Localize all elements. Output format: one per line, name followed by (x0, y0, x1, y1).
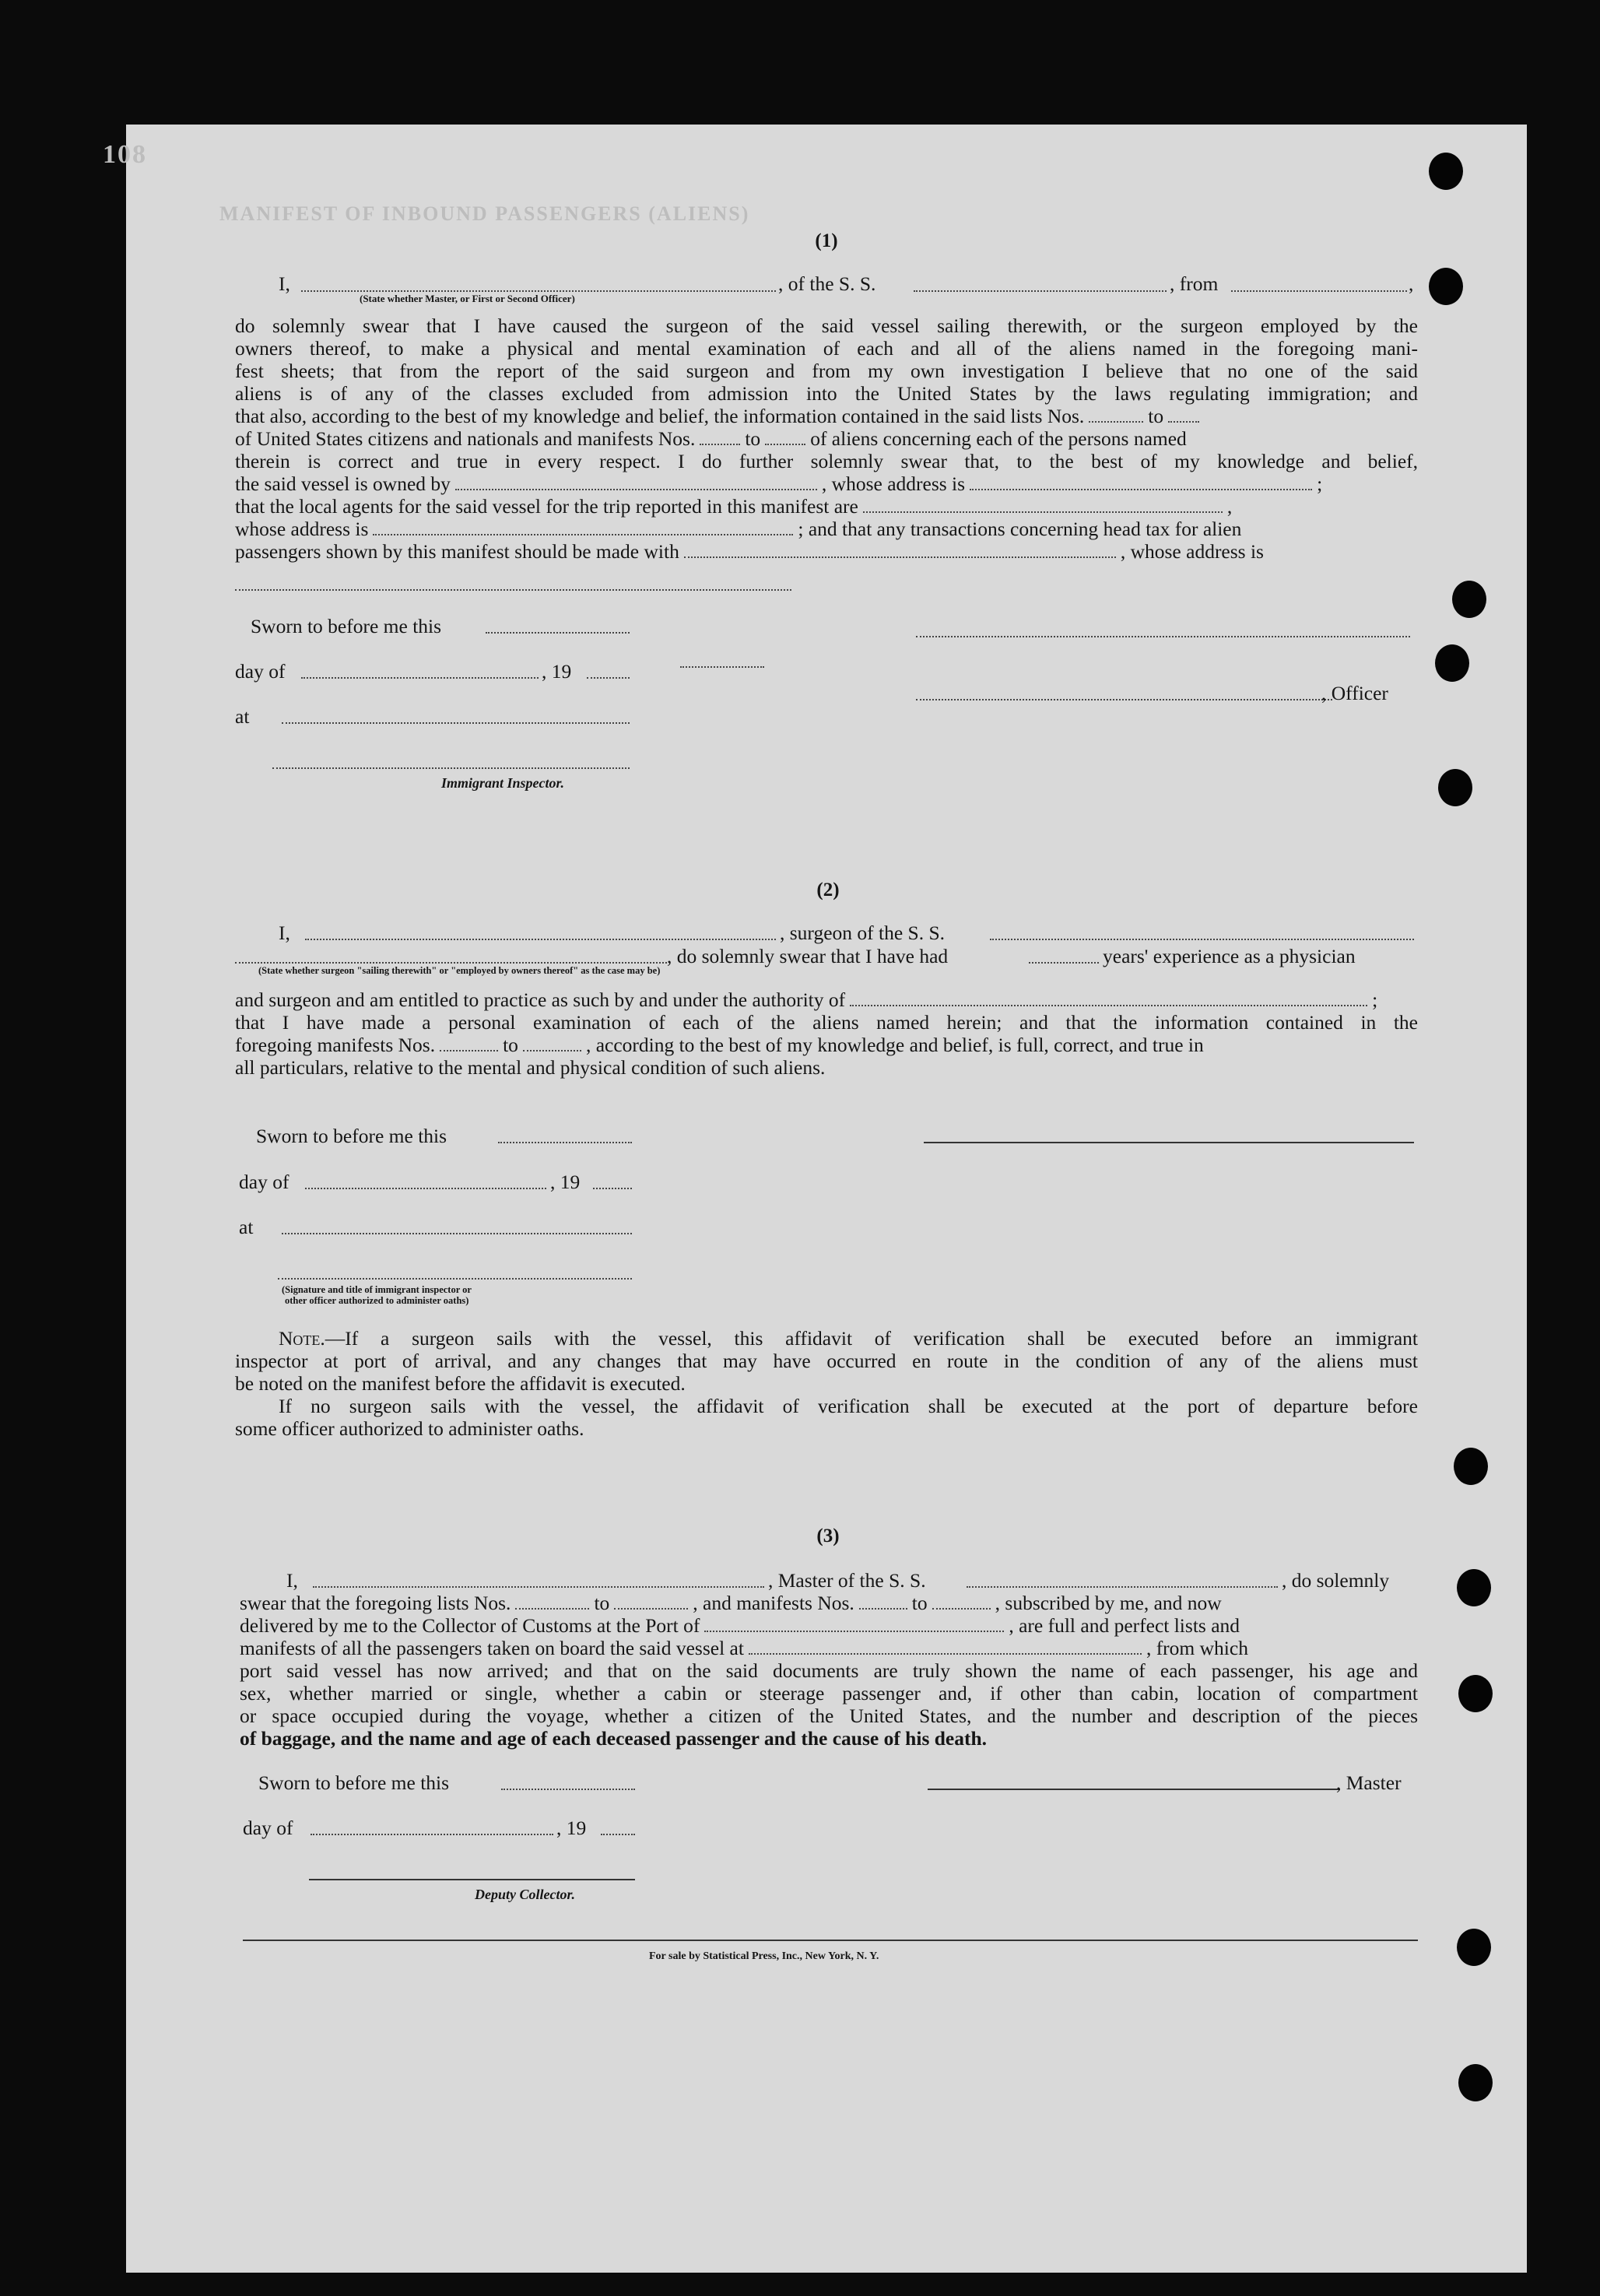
s2-surgeon-caption: (State whether surgeon "sailing therewith" or "employed by owners thereof" as the case may be) (258, 965, 661, 976)
printer-credit: For sale by Statistical Press, Inc., New York, N. Y. (649, 1950, 879, 1962)
punch-hole (1438, 769, 1472, 806)
note-line: some officer authorized to administer oaths. (235, 1417, 584, 1440)
note-label: Note. (279, 1327, 325, 1350)
s1-owner-label: the said vessel is owned by (235, 472, 451, 495)
s2-sigcap-line: (Signature and title of immigrant inspector or (282, 1284, 472, 1295)
s1-agent-address-label: whose address is (235, 518, 369, 540)
s3-to-label: to (911, 1592, 928, 1614)
surgeon-type-field[interactable] (235, 962, 667, 964)
note-line: be noted on the manifest before the affidavit is executed. (235, 1372, 686, 1395)
s1-line-owner (235, 472, 1418, 495)
s2-officer-signature-field[interactable] (278, 1278, 632, 1280)
s3-sworn-date-field[interactable] (501, 1789, 635, 1790)
manifest-no-to-field[interactable] (765, 444, 805, 445)
s3-lists-label: swear that the foregoing lists Nos. (240, 1592, 511, 1614)
s1-year-field[interactable] (587, 677, 630, 679)
s2-body (235, 988, 1418, 1079)
s1-comma: , (1409, 272, 1414, 295)
s2-at-field[interactable] (282, 1233, 632, 1234)
bleed-through-title: MANIFEST OF INBOUND PASSENGERS (ALIENS) (219, 202, 750, 225)
years-experience-field[interactable] (1029, 962, 1099, 964)
manifest-no-from-field[interactable] (700, 444, 740, 445)
vessel-name-field[interactable] (914, 290, 1167, 292)
master-name-field[interactable] (313, 1586, 764, 1588)
collector-signature-field[interactable] (309, 1879, 635, 1880)
manifest-sheet (103, 125, 1527, 2273)
s3-line: sex, whether married or single, whether a cabin or steerage passenger and, if other than cabin, location of compartment (240, 1682, 1418, 1704)
s3-body (240, 1592, 1418, 1750)
note-line: inspector at port of arrival, and any changes that may have occurred en route in the condition of any of the aliens must (235, 1350, 1418, 1372)
surgeon-signature-field[interactable] (924, 1142, 1414, 1143)
s3-manifest-to-field[interactable] (932, 1608, 991, 1610)
s1-passengers-label: passengers shown by this manifest should be made with (235, 540, 679, 563)
s2-signature-caption (282, 1284, 472, 1306)
agent-address-field[interactable] (373, 534, 793, 535)
s1-manifests-label: of United States citizens and nationals and manifests Nos. (235, 427, 696, 450)
s3-list-from-field[interactable] (515, 1608, 589, 1610)
punch-hole (1458, 2064, 1493, 2101)
section-1-heading: (1) (815, 230, 838, 251)
punch-hole (1457, 1569, 1491, 1606)
master-signature-field[interactable] (928, 1789, 1340, 1790)
s1-sworn-label: Sworn to before me this (251, 615, 442, 637)
s1-body (235, 314, 1418, 563)
s3-line: of baggage, and the name and age of each deceased passenger and the cause of his death. (240, 1727, 988, 1750)
s2-semicolon: ; (1372, 988, 1378, 1011)
s1-sworn-date-field[interactable] (486, 632, 630, 634)
s2-line-manifests (235, 1034, 1418, 1056)
s3-dayof-label: day of (243, 1817, 293, 1839)
s1-officer-caption: (State whether Master, or First or Second Officer) (360, 293, 575, 304)
s1-to-label: to (1148, 405, 1164, 427)
s1-headtax-label: ; and that any transactions concerning head tax for alien (798, 518, 1242, 540)
s3-vessel-field[interactable] (967, 1586, 1278, 1588)
port-from-field[interactable] (1231, 290, 1407, 292)
s3-subscribed-label: , subscribed by me, and now (995, 1592, 1222, 1614)
owner-address-field[interactable] (970, 489, 1312, 490)
s1-line-agent-address (235, 518, 1418, 540)
s1-aliens-label: of aliens concerning each of the persons named (810, 427, 1187, 450)
punch-hole (1429, 153, 1463, 190)
s3-master-label: , Master of the S. S. (768, 1569, 926, 1592)
s2-manifest-from-field[interactable] (440, 1050, 498, 1051)
s3-list-to-field[interactable] (614, 1608, 688, 1610)
headtax-address-field[interactable] (235, 589, 791, 591)
s3-year-label: , 19 (556, 1817, 587, 1839)
punch-hole (1458, 1675, 1493, 1712)
s1-of-ss-label: , of the S. S. (778, 272, 876, 295)
s2-line-authority (235, 988, 1418, 1011)
s1-from-label: , from (1170, 272, 1219, 295)
s1-at-label: at (235, 705, 250, 728)
s3-line-lists (240, 1592, 1418, 1614)
punch-hole (1457, 1929, 1491, 1966)
s1-line-lists (235, 405, 1418, 427)
departure-port-field[interactable] (749, 1653, 1142, 1655)
bleed-through-number: 108 (103, 140, 147, 169)
s1-lists-label: that also, according to the best of my knowledge and belief, the information contained in the said lists Nos. (235, 405, 1085, 427)
note-block (235, 1327, 1418, 1440)
s2-physician-label: years' experience as a physician (1103, 945, 1356, 967)
s1-contact-address-label: , whose address is (1120, 540, 1264, 563)
s2-i-label: I, (279, 922, 290, 944)
s3-line: port said vessel has now arrived; and that on the said documents are truly shown the name of each passenger, his age and (240, 1659, 1418, 1682)
s1-line: fest sheets; that from the report of the said surgeon and from my own investigation I believe that no one of the said (235, 360, 1418, 382)
s3-i-label: I, (286, 1569, 298, 1592)
s3-vessel-at-label: manifests of all the passengers taken on board the said vessel at (240, 1637, 744, 1659)
s1-line: aliens is of any of the classes excluded from admission into the United States by the laws regulating immigration; and (235, 382, 1418, 405)
s1-line: therein is correct and true in every respect. I do further solemnly swear that, to the best of my knowledge and belief, (235, 450, 1418, 472)
section-3-heading: (3) (816, 1525, 840, 1546)
s2-manifest-to-field[interactable] (523, 1050, 581, 1051)
s3-line: or space occupied during the voyage, whether a citizen of the United States, and the number and description of the pieces (240, 1704, 1418, 1727)
s1-to-label: to (745, 427, 761, 450)
inspector-caption: Immigrant Inspector. (441, 775, 565, 791)
authority-field[interactable] (850, 1005, 1367, 1006)
s2-manifests-label: foregoing manifests Nos. (235, 1034, 436, 1056)
s2-to-label: to (503, 1034, 518, 1056)
s3-solemnly-label: , do solemnly (1282, 1569, 1390, 1592)
punch-hole (1429, 268, 1463, 305)
s3-manifest-from-field[interactable] (859, 1608, 907, 1610)
s1-line-manifests (235, 427, 1418, 450)
s2-correct-label: , according to the best of my knowledge and belief, is full, correct, and true in (585, 1034, 1204, 1056)
s3-line-vessel-at (240, 1637, 1418, 1659)
s1-comma: , (1226, 495, 1233, 518)
s1-semicolon: ; (1317, 472, 1323, 495)
s1-agents-label: that the local agents for the said vessel for the trip reported in this manifest are (235, 495, 858, 518)
faint-mark (680, 666, 764, 668)
footer-rule (243, 1940, 1418, 1941)
punch-hole (1435, 644, 1469, 682)
s1-line-agents (235, 495, 1418, 518)
list-no-from-field[interactable] (1089, 421, 1143, 423)
s3-sworn-label: Sworn to before me this (258, 1771, 450, 1794)
s3-port-label: delivered by me to the Collector of Customs at the Port of (240, 1614, 700, 1637)
s3-master-sig-label: , Master (1336, 1771, 1402, 1794)
inspector-signature-field[interactable] (272, 767, 630, 769)
s2-line: that I have made a personal examination of each of the aliens named herein; and that the information contained in the (235, 1011, 1418, 1034)
s2-authority-label: and surgeon and am entitled to practice as such by and under the authority of (235, 988, 846, 1011)
s3-line-port (240, 1614, 1418, 1637)
s2-sworn-label: Sworn to before me this (256, 1125, 447, 1147)
punch-hole (1452, 581, 1486, 618)
s2-vessel-field[interactable] (990, 939, 1414, 940)
s1-officer-signature-line[interactable] (916, 636, 1410, 637)
s2-sworn-date-field[interactable] (498, 1142, 632, 1143)
s1-i-label: I, (279, 272, 290, 295)
s3-to-label: to (594, 1592, 610, 1614)
s1-line: do solemnly swear that I have caused the surgeon of the said vessel sailing therewith, or the surgeon employed by the (235, 314, 1418, 337)
note-line-1 (235, 1327, 1418, 1350)
s2-at-label: at (239, 1216, 254, 1238)
surgeon-name-field[interactable] (305, 939, 776, 940)
s1-line: owners thereof, to make a physical and mental examination of each and all of the aliens named in the foregoing mani- (235, 337, 1418, 360)
officer-signature-field[interactable] (916, 699, 1332, 700)
s2-surgeon-label: , surgeon of the S. S. (780, 922, 946, 944)
s2-year-field[interactable] (593, 1188, 632, 1189)
s2-swear-label: , do solemnly swear that I have had (667, 945, 949, 967)
headtax-contact-field[interactable] (684, 556, 1116, 558)
collector-caption: Deputy Collector. (475, 1887, 575, 1902)
s3-month-field[interactable] (311, 1834, 553, 1835)
s3-year-field[interactable] (601, 1834, 635, 1835)
officer-label: , Officer (1321, 682, 1388, 704)
s1-at-field[interactable] (282, 722, 630, 724)
note-text: —If a surgeon sails with the vessel, this affidavit of verification shall be executed before an immigrant (325, 1327, 1418, 1350)
s2-dayof-label: day of (239, 1171, 289, 1193)
s1-dayof-label: day of (235, 660, 286, 683)
s1-month-field[interactable] (301, 677, 539, 679)
agents-field[interactable] (863, 511, 1223, 513)
s2-year-label: , 19 (550, 1171, 581, 1193)
note-line: If no surgeon sails with the vessel, the affidavit of verification shall be executed at the port of departure before (279, 1395, 1418, 1417)
punch-hole (1454, 1448, 1488, 1485)
s2-sigcap-line: other officer authorized to administer oaths) (285, 1295, 469, 1306)
s1-owner-address-label: , whose address is (821, 472, 966, 495)
s3-manifests-label: , and manifests Nos. (693, 1592, 854, 1614)
port-field[interactable] (704, 1631, 1004, 1632)
s2-month-field[interactable] (305, 1188, 546, 1189)
s1-line-headtax (235, 540, 1418, 563)
s1-year-label: , 19 (542, 660, 572, 683)
officer-name-field[interactable] (301, 290, 776, 292)
s2-line: all particulars, relative to the mental and physical condition of such aliens. (235, 1056, 826, 1079)
owner-field[interactable] (455, 489, 817, 490)
s3-perfect-label: , are full and perfect lists and (1009, 1614, 1240, 1637)
list-no-to-field[interactable] (1168, 421, 1199, 423)
s3-from-which-label: , from which (1146, 1637, 1248, 1659)
section-2-heading: (2) (816, 879, 840, 900)
